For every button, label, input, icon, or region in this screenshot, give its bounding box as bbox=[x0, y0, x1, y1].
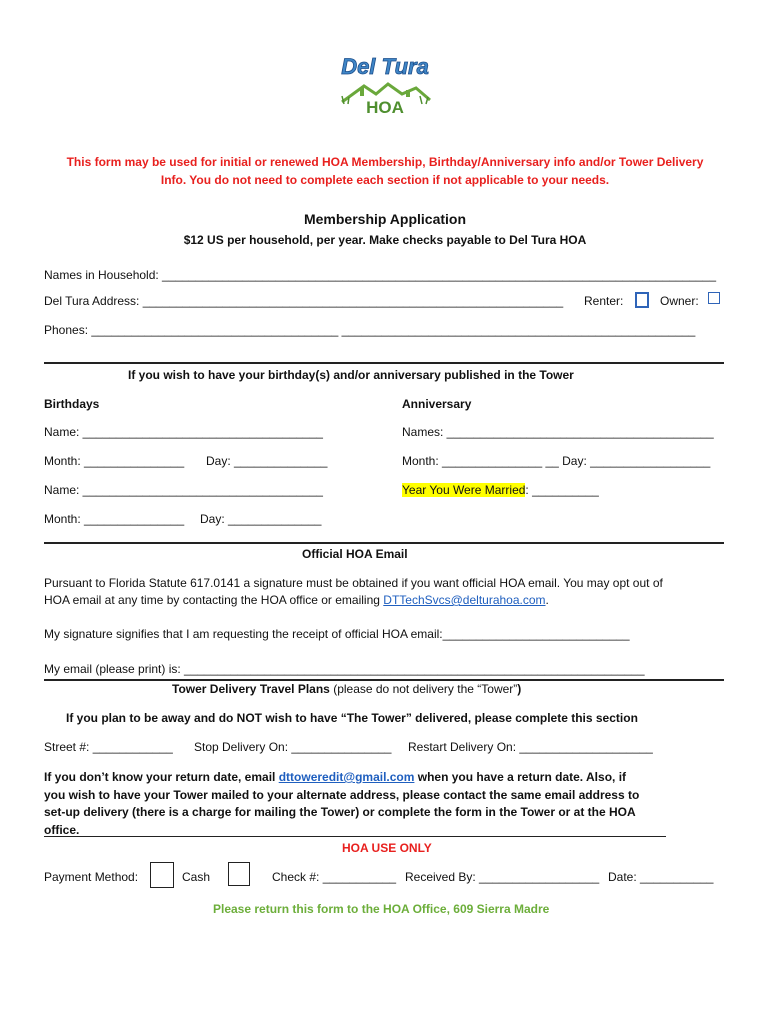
tower-instruction: If you plan to be away and do NOT wish to have “The Tower” delivered, please complete this section bbox=[66, 711, 638, 725]
names-in-household-field[interactable]: Names in Household: ___________________________________________________________________________________ bbox=[44, 268, 716, 282]
received-by-field[interactable]: Received By: __________________ bbox=[405, 870, 600, 884]
anniversary-column-title: Anniversary bbox=[402, 397, 472, 411]
birthday-day-1-field[interactable]: Day: ______________ bbox=[206, 454, 328, 468]
tower-heading bbox=[172, 682, 521, 696]
renter-checkbox[interactable] bbox=[635, 292, 649, 308]
restart-delivery-field[interactable]: Restart Delivery On: ____________________ bbox=[408, 740, 653, 754]
birthday-day-2-field[interactable]: Day: ______________ bbox=[200, 512, 322, 526]
tech-services-email-link[interactable]: DTTechSvcs@delturahoa.com bbox=[383, 593, 546, 607]
tower-paragraph-line-3: set-up delivery (there is a charge for mailing the Tower) or complete the form in the Tower or at the HOA bbox=[44, 805, 636, 819]
stop-delivery-field[interactable]: Stop Delivery On: _______________ bbox=[194, 740, 392, 754]
tower-paragraph-line-2: you wish to have your Tower mailed to your alternate address, please contact the same email address to bbox=[44, 787, 640, 802]
email-paragraph-line-2 bbox=[44, 593, 549, 607]
owner-checkbox[interactable] bbox=[708, 292, 720, 304]
birthday-name-1-field[interactable]: Name: ____________________________________ bbox=[44, 425, 323, 439]
renter-label: Renter: bbox=[584, 294, 624, 308]
birthday-month-2-field[interactable]: Month: _______________ bbox=[44, 512, 185, 526]
hoa-use-heading: HOA USE ONLY bbox=[342, 841, 432, 855]
date-field[interactable]: Date: ___________ bbox=[608, 870, 714, 884]
tower-paragraph-text: If you don’t know your return date, email bbox=[44, 770, 279, 784]
signature-field[interactable]: My signature signifies that I am requesting the receipt of official HOA email:____________________________ bbox=[44, 627, 630, 641]
tower-heading-title: Tower Delivery Travel Plans bbox=[172, 682, 330, 696]
address-field[interactable]: Del Tura Address: _______________________________________________________________ bbox=[44, 294, 564, 308]
birthdays-column-title: Birthdays bbox=[44, 397, 100, 411]
section-divider-1 bbox=[44, 362, 724, 364]
logo-title: Del Tura bbox=[341, 54, 429, 79]
email-heading: Official HOA Email bbox=[302, 547, 408, 561]
owner-label: Owner: bbox=[660, 294, 699, 308]
check-number-field[interactable]: Check #: ___________ bbox=[272, 870, 397, 884]
tower-edit-email-link[interactable]: dttoweredit@gmail.com bbox=[278, 770, 415, 784]
year-married-label: Year You Were Married bbox=[402, 483, 526, 497]
tower-heading-close: ) bbox=[517, 682, 522, 696]
email-paragraph-text: HOA email at any time by contacting the HOA office or emailing bbox=[44, 593, 384, 607]
tower-heading-note: (please do not delivery the “Tower” bbox=[329, 682, 518, 696]
year-married-field[interactable] bbox=[402, 483, 599, 497]
email-paragraph-line-1: Pursuant to Florida Statute 617.0141 a signature must be obtained if you want official HOA email. You may opt out of bbox=[44, 576, 663, 590]
my-email-field[interactable]: My email (please print) is: _____________________________________________________________________ bbox=[44, 662, 645, 676]
birthday-month-1-field[interactable]: Month: _______________ bbox=[44, 454, 185, 468]
return-instructions-footer: Please return this form to the HOA Office, 609 Sierra Madre bbox=[213, 902, 550, 916]
anniversary-month-day-field[interactable]: Month: _______________ __ Day: __________________ bbox=[402, 454, 711, 468]
tower-paragraph-line-1 bbox=[44, 769, 639, 787]
section-divider-2 bbox=[44, 542, 724, 544]
tower-paragraph bbox=[44, 769, 639, 839]
street-number-field[interactable]: Street #: ____________ bbox=[44, 740, 173, 754]
anniversary-names-field[interactable]: Names: ________________________________________ bbox=[402, 425, 714, 439]
section-divider-4 bbox=[44, 836, 666, 837]
payment-method-label: Payment Method: bbox=[44, 870, 139, 884]
year-married-blank: : __________ bbox=[525, 483, 599, 497]
payment-checkbox-1[interactable] bbox=[150, 862, 174, 888]
section-divider-3 bbox=[44, 679, 724, 681]
cash-label: Cash bbox=[182, 870, 211, 884]
membership-fee: $12 US per household, per year. Make checks payable to Del Tura HOA bbox=[183, 233, 587, 247]
birthday-name-2-field[interactable]: Name: ____________________________________ bbox=[44, 483, 323, 497]
payment-checkbox-2[interactable] bbox=[228, 862, 250, 886]
logo-subtitle: HOA bbox=[366, 98, 404, 117]
intro-line-2: Info. You do not need to complete each section if not applicable to your needs. bbox=[160, 173, 610, 187]
tower-paragraph-text-2: when you have a return date. Also, if bbox=[414, 770, 627, 784]
logo-graphic bbox=[330, 50, 440, 118]
logo bbox=[330, 50, 440, 118]
intro-line-1: This form may be used for initial or renewed HOA Membership, Birthday/Anniversary info and/or Tower Delivery bbox=[66, 155, 704, 169]
birthday-heading: If you wish to have your birthday(s) and/or anniversary published in the Tower bbox=[128, 368, 574, 382]
tower-paragraph-line-4: office. bbox=[44, 822, 80, 837]
phones-field[interactable]: Phones: _____________________________________ _____________________________________________________ bbox=[44, 323, 696, 337]
email-paragraph-period: . bbox=[545, 593, 549, 607]
membership-heading: Membership Application bbox=[303, 211, 467, 227]
